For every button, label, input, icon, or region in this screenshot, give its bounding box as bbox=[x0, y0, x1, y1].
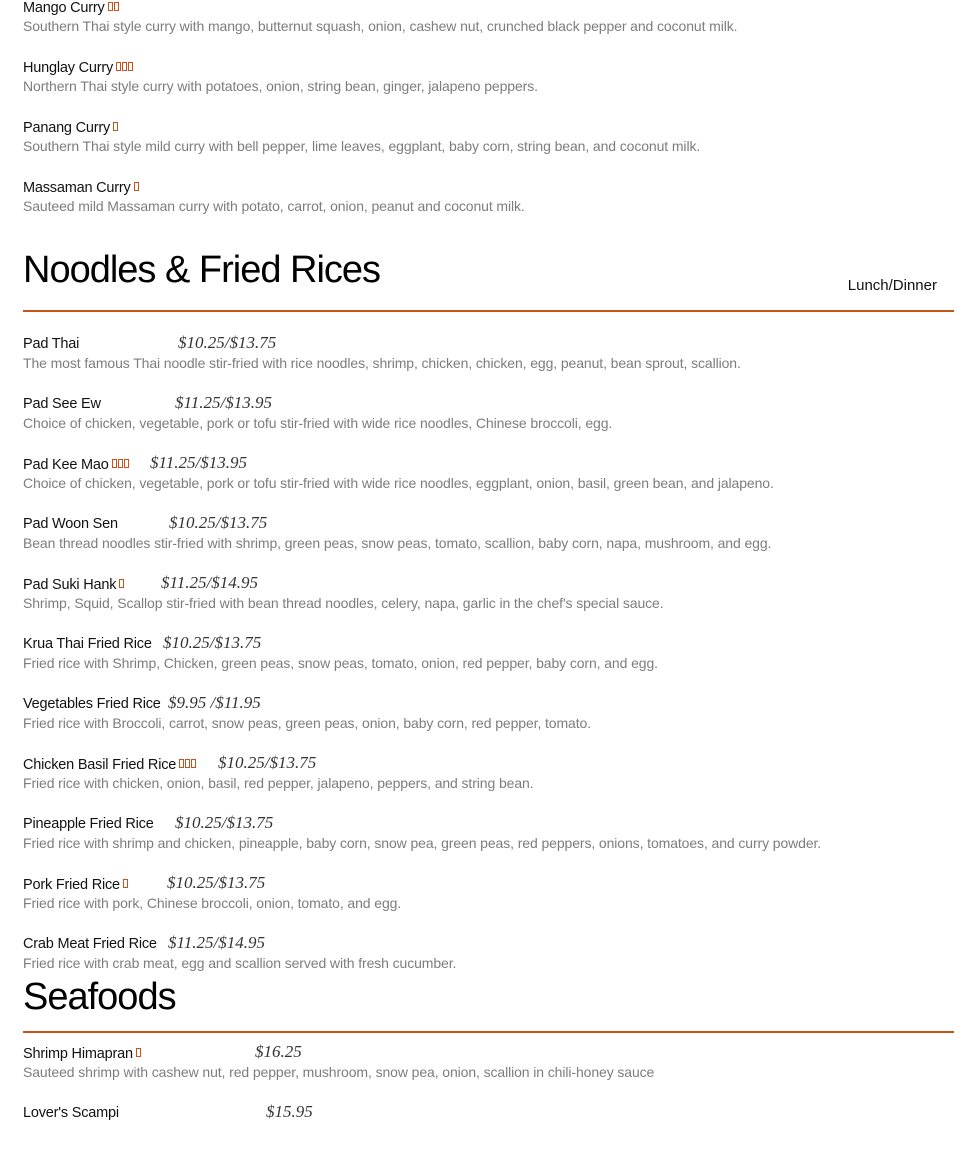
menu-item-name: Panang Curry bbox=[23, 120, 111, 136]
menu-item-description: Sauteed shrimp with cashew nut, red pepper, mushroom, snow pea, onion, scallion in chili-honey sauce bbox=[23, 1064, 655, 1080]
menu-item-description: Fried rice with chicken, onion, basil, red pepper, jalapeno, peppers, and string bean. bbox=[23, 775, 534, 791]
menu-item-description: Southern Thai style mild curry with bell pepper, lime leaves, eggplant, baby corn, string bean, and coconut milk. bbox=[23, 138, 701, 154]
menu-item bbox=[23, 1033, 954, 1093]
section-title: Seafoods bbox=[23, 976, 176, 1018]
spicy-icon bbox=[116, 58, 134, 76]
menu-item-title-row bbox=[23, 873, 266, 895]
menu-item-name: Massaman Curry bbox=[23, 180, 131, 196]
spicy-icon bbox=[119, 575, 125, 593]
menu-item-title-row bbox=[23, 118, 119, 138]
menu-item-description: The most famous Thai noodle stir-fried with rice noodles, shrimp, chicken, chicken, egg, peanut, bean sprout, scallion. bbox=[23, 355, 741, 371]
section-title: Noodles & Fried Rices bbox=[23, 249, 381, 291]
menu-item bbox=[23, 384, 954, 444]
menu-item-price: $15.95 bbox=[266, 1102, 313, 1121]
menu-item-description: Northern Thai style curry with potatoes, onion, string bean, ginger, jalapeno peppers. bbox=[23, 78, 538, 94]
menu-item-name: Pineapple Fried Rice bbox=[23, 816, 154, 832]
menu-item-title-row bbox=[23, 513, 268, 535]
menu-item-title-row bbox=[23, 178, 140, 198]
menu-item-title-row bbox=[23, 813, 274, 835]
menu-item-name: Crab Meat Fried Rice bbox=[23, 936, 157, 952]
spicy-icon bbox=[179, 755, 197, 773]
spicy-icon bbox=[123, 875, 129, 893]
menu-item-title-row bbox=[23, 453, 247, 475]
menu-item-name: Lover's Scampi bbox=[23, 1105, 119, 1121]
menu-item bbox=[23, 564, 954, 624]
menu-item bbox=[23, 167, 954, 227]
section-divider bbox=[23, 310, 954, 312]
menu-item bbox=[23, 1093, 954, 1153]
menu-page bbox=[23, 0, 954, 1153]
menu-item-name: Pad Thai bbox=[23, 336, 80, 352]
menu-item-price: $10.25/$13.75 bbox=[167, 873, 266, 892]
menu-item-title-row bbox=[23, 1042, 302, 1064]
menu-item-description: Fried rice with Shrimp, Chicken, green peas, snow peas, tomato, onion, red pepper, baby corn, and egg. bbox=[23, 655, 658, 671]
menu-item-title-row bbox=[23, 0, 120, 18]
menu-item bbox=[23, 47, 954, 107]
menu-item-price: $11.25/$13.95 bbox=[175, 393, 272, 412]
menu-item-price: $9.95 /$11.95 bbox=[168, 693, 261, 712]
spicy-icon bbox=[134, 178, 140, 196]
spicy-icon bbox=[108, 0, 120, 16]
menu-item-price: $11.25/$14.95 bbox=[168, 933, 265, 952]
menu-item-name: Shrimp Himapran bbox=[23, 1046, 133, 1062]
menu-item-title-row bbox=[23, 573, 258, 595]
menu-item-name: Pork Fried Rice bbox=[23, 877, 120, 893]
menu-item-price: $16.25 bbox=[255, 1042, 302, 1061]
menu-item-description: Sauteed mild Massaman curry with potato, carrot, onion, peanut and coconut milk. bbox=[23, 198, 525, 214]
menu-item-description: Bean thread noodles stir-fried with shrimp, green peas, snow peas, tomato, scallion, baby corn, napa, mushroom, and egg. bbox=[23, 535, 772, 551]
seafoods-list bbox=[23, 1033, 954, 1153]
menu-item-name: Pad Woon Sen bbox=[23, 516, 118, 532]
menu-item-title-row bbox=[23, 633, 262, 655]
menu-item bbox=[23, 0, 954, 47]
menu-item bbox=[23, 684, 954, 744]
menu-item bbox=[23, 324, 954, 384]
menu-item-title-row bbox=[23, 1102, 313, 1124]
menu-item-description: Choice of chicken, vegetable, pork or tofu stir-fried with wide rice noodles, Chinese broccoli, egg. bbox=[23, 415, 613, 431]
menu-item-name: Mango Curry bbox=[23, 0, 105, 16]
menu-item-description: Shrimp, Squid, Scallop stir-fried with bean thread noodles, celery, napa, garlic in the chef's special sauce. bbox=[23, 595, 664, 611]
menu-item-title-row bbox=[23, 753, 317, 775]
lunch-dinner-label: Lunch/Dinner bbox=[847, 277, 937, 294]
menu-item-price: $10.25/$13.75 bbox=[178, 333, 277, 352]
menu-item-name: Pad See Ew bbox=[23, 396, 101, 412]
menu-item-name: Pad Kee Mao bbox=[23, 457, 109, 473]
menu-item bbox=[23, 107, 954, 167]
menu-item-price: $11.25/$14.95 bbox=[161, 573, 258, 592]
menu-item-title-row bbox=[23, 933, 265, 955]
menu-item bbox=[23, 624, 954, 684]
menu-item-description: Choice of chicken, vegetable, pork or tofu stir-fried with wide rice noodles, eggplant, onion, basil, green bean, and jalapeno. bbox=[23, 475, 774, 491]
menu-item-price: $10.25/$13.75 bbox=[163, 633, 262, 652]
seafoods-section-header bbox=[23, 976, 954, 1031]
menu-item bbox=[23, 504, 954, 564]
spicy-icon bbox=[113, 118, 119, 136]
menu-item bbox=[23, 804, 954, 864]
menu-item bbox=[23, 924, 954, 984]
spicy-icon bbox=[112, 455, 130, 473]
curry-list bbox=[23, 0, 954, 227]
noodles-list bbox=[23, 324, 954, 984]
menu-item-description: Fried rice with pork, Chinese broccoli, onion, tomato, and egg. bbox=[23, 895, 402, 911]
menu-item-price: $11.25/$13.95 bbox=[150, 453, 247, 472]
menu-item bbox=[23, 864, 954, 924]
menu-item-price: $10.25/$13.75 bbox=[169, 513, 268, 532]
menu-item-name: Krua Thai Fried Rice bbox=[23, 636, 152, 652]
menu-item-price: $10.25/$13.75 bbox=[218, 753, 317, 772]
menu-item bbox=[23, 744, 954, 804]
menu-item bbox=[23, 444, 954, 504]
menu-item-name: Chicken Basil Fried Rice bbox=[23, 757, 177, 773]
menu-item-description: Southern Thai style curry with mango, butternut squash, onion, cashew nut, crunched black pepper and coconut milk. bbox=[23, 18, 738, 34]
menu-item-description: Fried rice with shrimp and chicken, pineapple, baby corn, snow pea, green peas, red peppers, onions, tomatoes, and curry powder. bbox=[23, 835, 822, 851]
menu-item-price: $10.25/$13.75 bbox=[175, 813, 274, 832]
menu-item-name: Hunglay Curry bbox=[23, 60, 114, 76]
menu-item-title-row bbox=[23, 693, 261, 715]
spicy-icon bbox=[136, 1044, 142, 1062]
menu-item-description: Fried rice with crab meat, egg and scallion served with fresh cucumber. bbox=[23, 955, 457, 971]
menu-item-title-row bbox=[23, 393, 272, 415]
menu-item-title-row bbox=[23, 333, 277, 355]
menu-item-name: Pad Suki Hank bbox=[23, 577, 117, 593]
menu-item-title-row bbox=[23, 58, 134, 78]
menu-item-name: Vegetables Fried Rice bbox=[23, 696, 161, 712]
menu-item-description: Fried rice with Broccoli, carrot, snow peas, green peas, onion, baby corn, red pepper, tomato. bbox=[23, 715, 592, 731]
